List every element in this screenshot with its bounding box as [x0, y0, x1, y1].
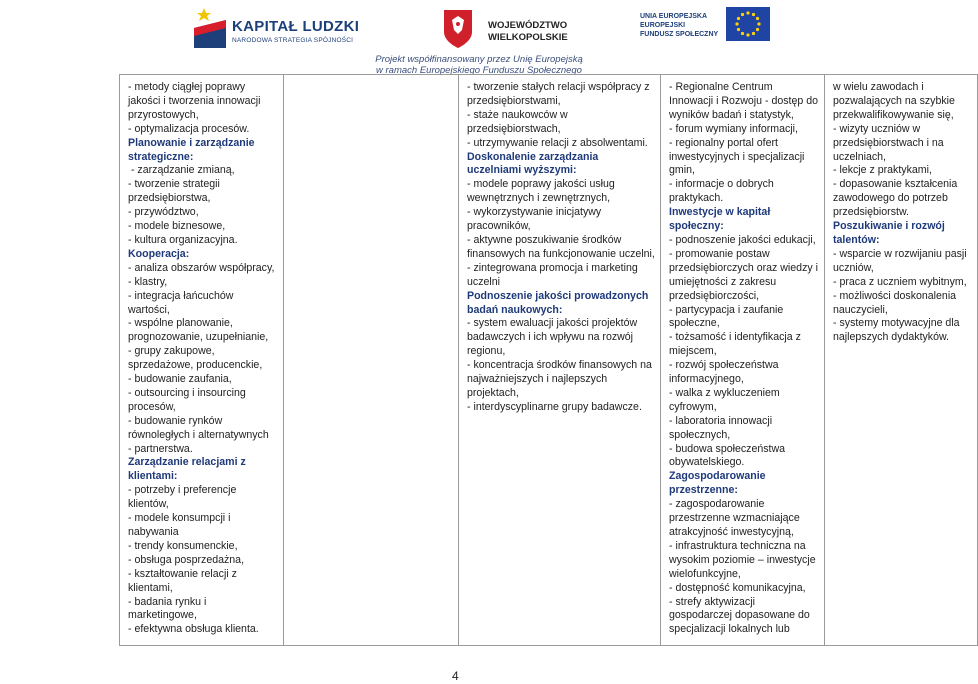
list-item: - trendy konsumenckie,: [128, 539, 238, 552]
wielkopolskie-logo: [442, 8, 567, 54]
list-item: - tworzenie strategii przedsiębiorstwa,: [128, 178, 223, 205]
list-item: - walka z wykluczeniem cyfrowym,: [669, 386, 783, 413]
list-item: - badania rynku i marketingowe,: [128, 595, 210, 622]
list-item: - możliwości doskonalenia nauczycieli,: [833, 289, 960, 316]
cell-text: [833, 81, 972, 345]
table-cell-column-5: [825, 75, 978, 646]
kapital-ludzki-flag-icon: [192, 6, 228, 50]
list-item: - systemy motywacyjne dla najlepszych dydaktyków.: [833, 317, 963, 344]
list-item: - utrzymywanie relacji z absolwentami.: [467, 136, 648, 149]
cell-text: [467, 81, 655, 415]
list-item: - modele poprawy jakości usług wewnętrznych i zewnętrznych,: [467, 178, 618, 205]
list-item: - forum wymiany informacji,: [669, 122, 798, 135]
table-row: [120, 75, 978, 646]
cell-text: [669, 81, 819, 637]
list-item: - modele konsumpcji i nabywania: [128, 512, 234, 538]
table-cell-column-4: [661, 75, 825, 646]
section-heading: Zarządzanie relacjami z klientami:: [128, 456, 249, 483]
list-item: - kształtowanie relacji z klientami,: [128, 567, 240, 594]
eu-logo: [640, 6, 770, 52]
eu-line1: UNIA EUROPEJSKA: [640, 13, 708, 20]
list-item: - praca z uczniem wybitnym,: [833, 275, 967, 288]
list-item: - efektywna obsługa klienta.: [128, 623, 259, 636]
list-item: - analiza obszarów współpracy,: [128, 261, 275, 274]
list-item: - zintegrowana promocja i marketing uczelni: [467, 261, 641, 288]
wielkopolskie-line1: WOJEWÓDZTWO: [488, 20, 568, 31]
section-heading: Zagospodarowanie przestrzenne:: [669, 470, 769, 497]
list-item: - Regionalne Centrum Innowacji i Rozwoju - dostęp do wyników badań i statystyk,: [669, 81, 821, 121]
list-item: - strefy aktywizacji gospodarczej dopasowane do specjalizacji lokalnych lub: [669, 595, 813, 636]
list-item: - modele biznesowe,: [128, 220, 226, 233]
list-item: - tworzenie stałych relacji współpracy z przedsiębiorstwami,: [467, 81, 653, 107]
list-item: - kultura organizacyjna.: [128, 233, 238, 246]
kapital-ludzki-title: KAPITAŁ LUDZKI: [232, 18, 360, 35]
list-item: - system ewaluacji jakości projektów badawczych i ich wpływu na rozwój regionu,: [467, 317, 641, 358]
list-item: - laboratoria innowacji społecznych,: [669, 414, 775, 441]
page-number: 4: [452, 669, 459, 683]
list-item: - wizyty uczniów w przedsiębiorstwach i na uczelniach,: [833, 122, 947, 163]
list-item: - optymalizacja procesów.: [128, 122, 250, 135]
list-item: - dostępność komunikacyjna,: [669, 581, 806, 594]
section-heading: Planowanie i zarządzanie strategiczne:: [128, 136, 258, 163]
list-item: - wykorzystywanie inicjatywy pracowników,: [467, 206, 605, 233]
section-heading: Inwestycje w kapitał społeczny:: [669, 206, 774, 233]
list-item: - wsparcie w rozwijaniu pasji uczniów,: [833, 247, 970, 274]
table-cell-column-2: [284, 75, 459, 646]
list-item: - outsourcing i insourcing procesów,: [128, 386, 249, 413]
section-heading: Poszukiwanie i rozwój talentów:: [833, 220, 948, 246]
list-item: - rozwój społeczeństwa informacyjnego,: [669, 359, 782, 386]
list-item: - koncentracja środków finansowych na najważniejszych i najlepszych projektach,: [467, 359, 655, 399]
list-item: - integracja łańcuchów wartości,: [128, 289, 237, 316]
section-heading: Podnoszenie jakości prowadzonych badań naukowych:: [467, 289, 652, 316]
list-item: - metody ciągłej poprawy jakości i tworzenia innowacji przyrostowych,: [128, 81, 264, 121]
kapital-ludzki-subtitle: NARODOWA STRATEGIA SPÓJNOŚCI: [232, 37, 354, 44]
project-note-line2: w ramach Europejskiego Funduszu Społecznego: [376, 65, 582, 76]
list-item: - budowanie zaufania,: [128, 373, 232, 386]
list-item: - dopasowanie kształcenia zawodowego do potrzeb przedsiębiorstw.: [833, 178, 961, 219]
list-item: - zarządzanie zmianą,: [128, 164, 235, 177]
list-item: - obsługa posprzedażna,: [128, 553, 245, 566]
list-item: - zagospodarowanie przestrzenne wzmacniające atrakcyjność inwestycyjną,: [669, 498, 803, 538]
list-item: - promowanie postaw przedsiębiorczych oraz wiedzy i umiejętności z zakresu przedsiębiorczości,: [669, 247, 821, 302]
table-cell-column-1: [120, 75, 284, 646]
list-item: - budowa społeczeństwa obywatelskiego.: [669, 442, 788, 469]
kapital-ludzki-logo: [192, 6, 360, 52]
list-item: - partycypacja i zaufanie społeczne,: [669, 303, 787, 330]
list-item: - budowanie rynków równoległych i alternatywnych: [128, 414, 269, 441]
list-item: - lekcje z praktykami,: [833, 164, 932, 177]
list-item: - aktywne poszukiwanie środków finansowych na funkcjonowanie uczelni,: [467, 233, 655, 260]
list-item: - regionalny portal ofert inwestycyjnych i specjalizacji gmin,: [669, 136, 808, 177]
list-item: - interdyscyplinarne grupy badawcze.: [467, 400, 642, 413]
list-item: - podnoszenie jakości edukacji,: [669, 233, 816, 246]
cell-text: [128, 81, 278, 637]
section-heading: Kooperacja:: [128, 247, 190, 260]
wielkopolskie-crest-icon: [442, 8, 474, 50]
list-item: - staże naukowców w przedsiębiorstwach,: [467, 108, 571, 135]
list-item: - wspólne planowanie, prognozowanie, uzupełnianie,: [128, 317, 269, 344]
section-heading: Doskonalenie zarządzania uczelniami wyższymi:: [467, 150, 602, 177]
list-item: - przywództwo,: [128, 206, 199, 219]
list-item: - potrzeby i preferencje klientów,: [128, 484, 240, 511]
project-note-line1: Projekt współfinansowany przez Unię Europejską: [375, 54, 583, 65]
list-item: - partnerstwa.: [128, 442, 193, 455]
list-item: - klastry,: [128, 275, 168, 288]
eu-flag-icon: [726, 7, 770, 41]
list-item: - infrastruktura techniczna na wysokim poziomie – inwestycje wielofunkcyjne,: [669, 539, 819, 580]
wielkopolskie-line2: WIELKOPOLSKIE: [488, 32, 568, 43]
project-cofinancing-note: [368, 54, 590, 76]
list-item: - informacje o dobrych praktykach.: [669, 178, 777, 205]
list-item: - grupy zakupowe, sprzedażowe, producenckie,: [128, 345, 263, 372]
eu-line2: EUROPEJSKI: [640, 22, 686, 29]
eu-line3: FUNDUSZ SPOŁECZNY: [640, 31, 719, 38]
list-item: - tożsamość i identyfikacja z miejscem,: [669, 331, 804, 358]
list-item: w wielu zawodach i pozwalających na szybkie przekwalifikowywanie się,: [833, 81, 958, 121]
page-header: [0, 0, 960, 78]
content-table: [119, 74, 978, 646]
table-cell-column-3: [459, 75, 661, 646]
